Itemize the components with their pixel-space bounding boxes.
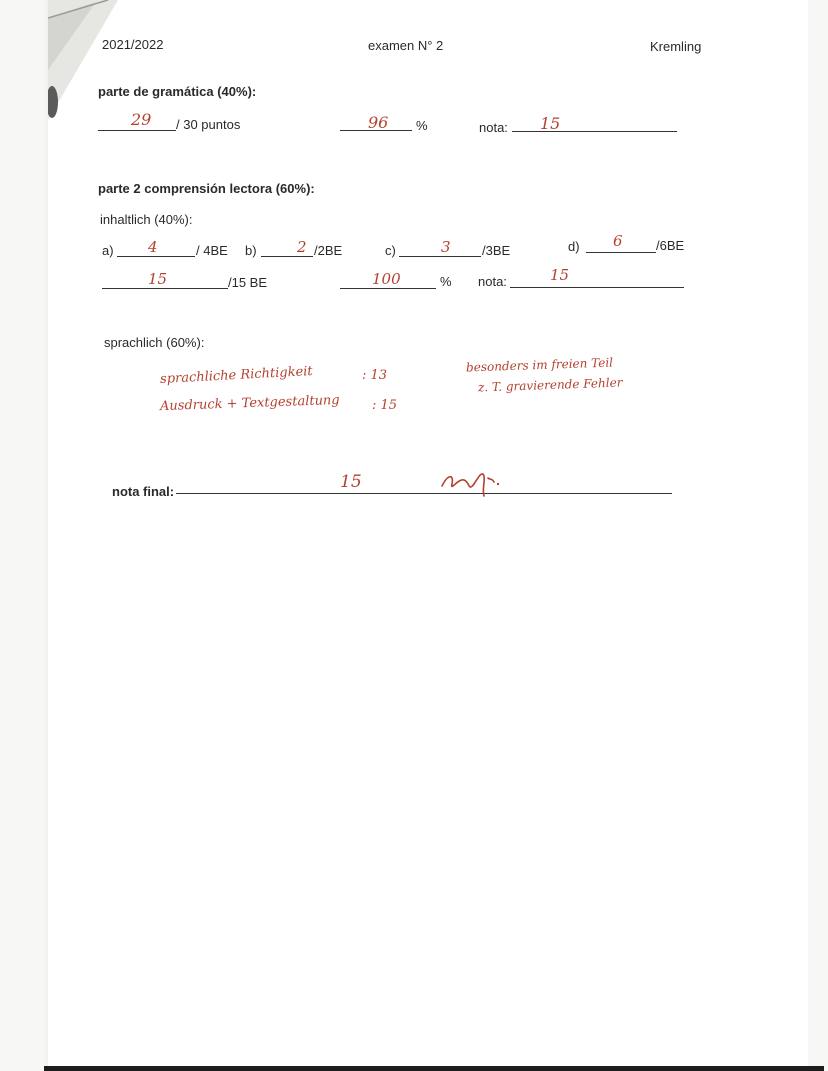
final-grade: 15	[340, 472, 362, 492]
item-c-label: c)	[385, 243, 396, 258]
item-c-score: 3	[441, 238, 451, 256]
item-a-line	[117, 256, 195, 257]
reading-nota-label: nota:	[478, 274, 507, 289]
item-c-line	[399, 256, 481, 257]
item-b-line	[261, 256, 313, 257]
grammar-score-suffix: / 30 puntos	[176, 117, 241, 132]
item-b-suffix: /2BE	[314, 243, 343, 258]
final-grade-line	[176, 493, 672, 494]
teacher-comment-line1: besonders im freien Teil	[465, 355, 614, 375]
item-d-label: d)	[568, 239, 580, 254]
teacher-comment-line2: z. T. gravierende Fehler	[477, 375, 623, 395]
reading-percent-line	[340, 288, 436, 289]
reading-total-suffix: /15 BE	[228, 275, 268, 290]
grammar-title: parte de gramática (40%):	[98, 84, 257, 99]
inhaltlich-label: inhaltlich (40%):	[100, 212, 193, 227]
teacher-name: Kremling	[650, 39, 702, 54]
reading-nota-line	[510, 287, 684, 288]
grammar-score: 29	[131, 110, 152, 129]
item-a-label: a)	[102, 243, 114, 258]
item-a-score: 4	[148, 238, 158, 256]
language-correctness-score: : 13	[362, 368, 388, 383]
grammar-nota-label: nota:	[479, 120, 508, 135]
expression-label: Ausdruck + Textgestaltung	[159, 392, 340, 415]
grammar-percent-sign: %	[416, 118, 428, 133]
sprachlich-label: sprachlich (60%):	[104, 335, 205, 350]
grammar-percent: 96	[368, 113, 389, 132]
grammar-nota: 15	[540, 114, 561, 133]
item-d-score: 6	[613, 232, 623, 250]
reading-total-line	[102, 288, 228, 289]
folded-corner	[48, 0, 118, 120]
exam-number: examen N° 2	[368, 38, 444, 53]
item-c-suffix: /3BE	[482, 243, 511, 258]
reading-nota: 15	[550, 266, 570, 284]
item-b-score: 2	[297, 238, 307, 256]
school-year: 2021/2022	[102, 37, 164, 52]
item-d-line	[586, 252, 656, 253]
reading-total: 15	[148, 270, 168, 288]
grammar-score-line	[98, 130, 176, 131]
teacher-signature	[438, 466, 510, 500]
grammar-nota-line	[512, 131, 677, 132]
final-grade-label: nota final:	[112, 484, 175, 499]
exam-sheet	[48, 0, 808, 1068]
expression-score: : 15	[372, 398, 398, 413]
item-d-suffix: /6BE	[656, 238, 685, 253]
language-correctness-label: sprachliche Richtigkeit	[159, 364, 313, 387]
scan-bottom-edge	[44, 1066, 824, 1071]
item-a-suffix: / 4BE	[196, 243, 228, 258]
reading-percent: 100	[372, 270, 401, 288]
reading-percent-sign: %	[440, 274, 452, 289]
item-b-label: b)	[245, 243, 257, 258]
reading-title: parte 2 comprensión lectora (60%):	[98, 181, 315, 196]
